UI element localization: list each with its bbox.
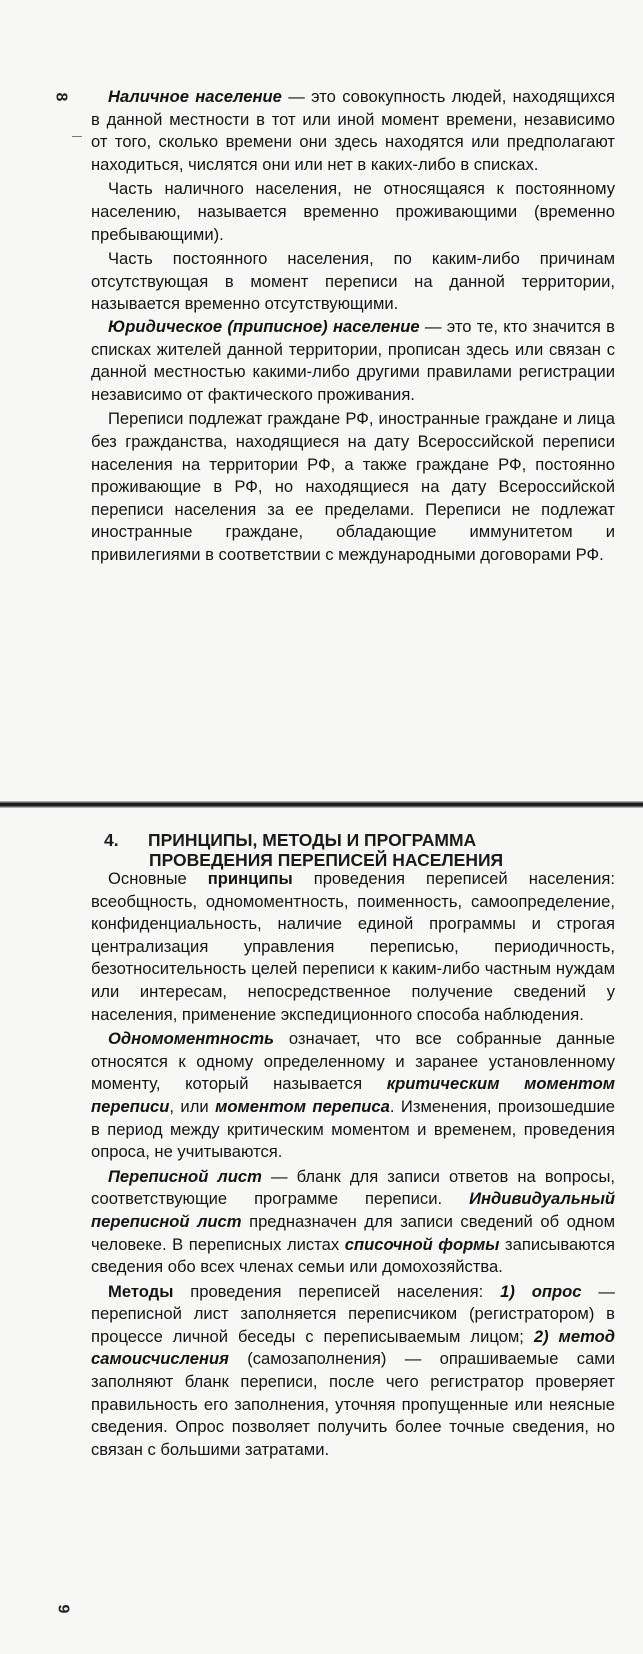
- text-span: (самозаполнения) — опрашиваемые сами заполняют бланк переписи, после чего регистратор проверяет правильность его заполнения, уточняя пропущенные или неясные сведения. Опрос позволяет получить более точные сведения, но связан с большими затратами.: [91, 1349, 615, 1459]
- page-number-bottom: 9: [54, 1604, 72, 1614]
- term-critical-moment: критическим моментом переписи: [91, 1074, 615, 1116]
- term-present-population: Наличное население: [108, 87, 282, 106]
- paragraph-text: — это совокупность людей, находящихся в данной местности в тот или иной момент времени, независимо от того, сколько времени они здесь находятся или предполагают находиться, числятся они или нет в каких-либо в списках.: [91, 87, 615, 174]
- term-survey: 1) опрос: [500, 1281, 582, 1301]
- term-methods: Методы: [108, 1281, 174, 1301]
- text-span: записываются сведения обо всех членах семьи или домохозяйства.: [91, 1234, 616, 1277]
- section-title-line2: ПРОВЕДЕНИЯ ПЕРЕПИСЕЙ НАСЕЛЕНИЯ: [149, 850, 504, 870]
- section-number: 4.: [104, 830, 119, 850]
- paragraph-simultaneity: [91, 1028, 615, 1164]
- paragraph-text: — это те, кто значится в списках жителей данной территории, прописан здесь или связан с данной местностью какими-либо другими правилами регистрации независимо от фактического проживания.: [91, 316, 615, 404]
- text-span: , или: [169, 1096, 216, 1116]
- text-span: Основные: [108, 869, 208, 888]
- paragraph-present-population: [91, 86, 615, 176]
- term-list-form: списочной формы: [344, 1234, 500, 1254]
- term-census-sheet: Переписной лист: [108, 1166, 262, 1186]
- paragraph-methods: [91, 1281, 615, 1462]
- paragraph-census-subjects: Переписи подлежат граждане РФ, иностранные граждане и лица без гражданства, находящиеся на дату Всероссийской переписи населения на территории РФ, а также граждане РФ, постоянно проживающие в РФ, но находящиеся на дату Всероссийской переписи населения за ее пределами. Переписи не подлежат иностранные граждане, обладающие иммунитетом и привилегиями в соответствии с международными договорами РФ.: [91, 409, 615, 564]
- term-simultaneity: Одномоментность: [108, 1029, 275, 1049]
- text-span: . Изменения, произошедшие в период между критическим моментом и временем, проведения опроса, не учитываются.: [91, 1096, 615, 1162]
- page-number-top: 8: [52, 92, 70, 102]
- top-page-text: [91, 86, 615, 566]
- text-span: означает, что все собранные данные относятся к одному определенному и заранее установленному моменту, который называется: [91, 1029, 615, 1094]
- paragraph-legal-population: [91, 316, 615, 406]
- section-title-line1: ПРИНЦИПЫ, МЕТОДЫ И ПРОГРАММА: [148, 830, 477, 850]
- text-span: предназначен для записи сведений об одном человеке. В переписных листах: [91, 1211, 616, 1254]
- paragraph-temporary-absent: Часть постоянного населения, по каким-либо причинам отсутствующая в момент переписи на данной территории, называется временно отсутствующими.: [91, 249, 615, 314]
- page-divider: [0, 801, 643, 808]
- term-census-moment: моментом переписа: [215, 1096, 390, 1116]
- section-heading: [104, 830, 624, 870]
- term-self-enumeration: 2) метод самоисчисления: [91, 1326, 615, 1369]
- paragraph-census-sheet: [91, 1166, 615, 1279]
- text-span: проведения переписей населения:: [173, 1281, 501, 1301]
- text-span: — бланк для записи ответов на вопросы, соответствующие программе переписи.: [91, 1166, 615, 1209]
- paragraph-temporary-residents: Часть наличного населения, не относящаяся к постоянному населению, называется временно проживающими (временно пребывающими).: [91, 179, 615, 244]
- margin-mark: [72, 136, 82, 137]
- paragraph-principles: [91, 868, 615, 1026]
- text-span: — переписной лист заполняется переписчиком (регистратором) в процессе личной беседы с переписываемым лицом;: [91, 1281, 616, 1346]
- text-span: проведения переписей населения: всеобщность, одномоментность, поименность, самоопределение, конфиденциальность, наличие единой программы и строгая централизация управления переписью, периодичность, безотносительность целей переписи к каким-либо частным нуждам или интересам, непосредственное получение сведений у населения, применение экспедиционного способа наблюдения.: [91, 869, 616, 1024]
- term-principles: принципы: [207, 869, 293, 888]
- bottom-page-text: [91, 868, 615, 1461]
- term-legal-population: Юридическое (приписное) население: [108, 316, 420, 336]
- term-individual-sheet: Индивидуальный переписной лист: [91, 1189, 615, 1231]
